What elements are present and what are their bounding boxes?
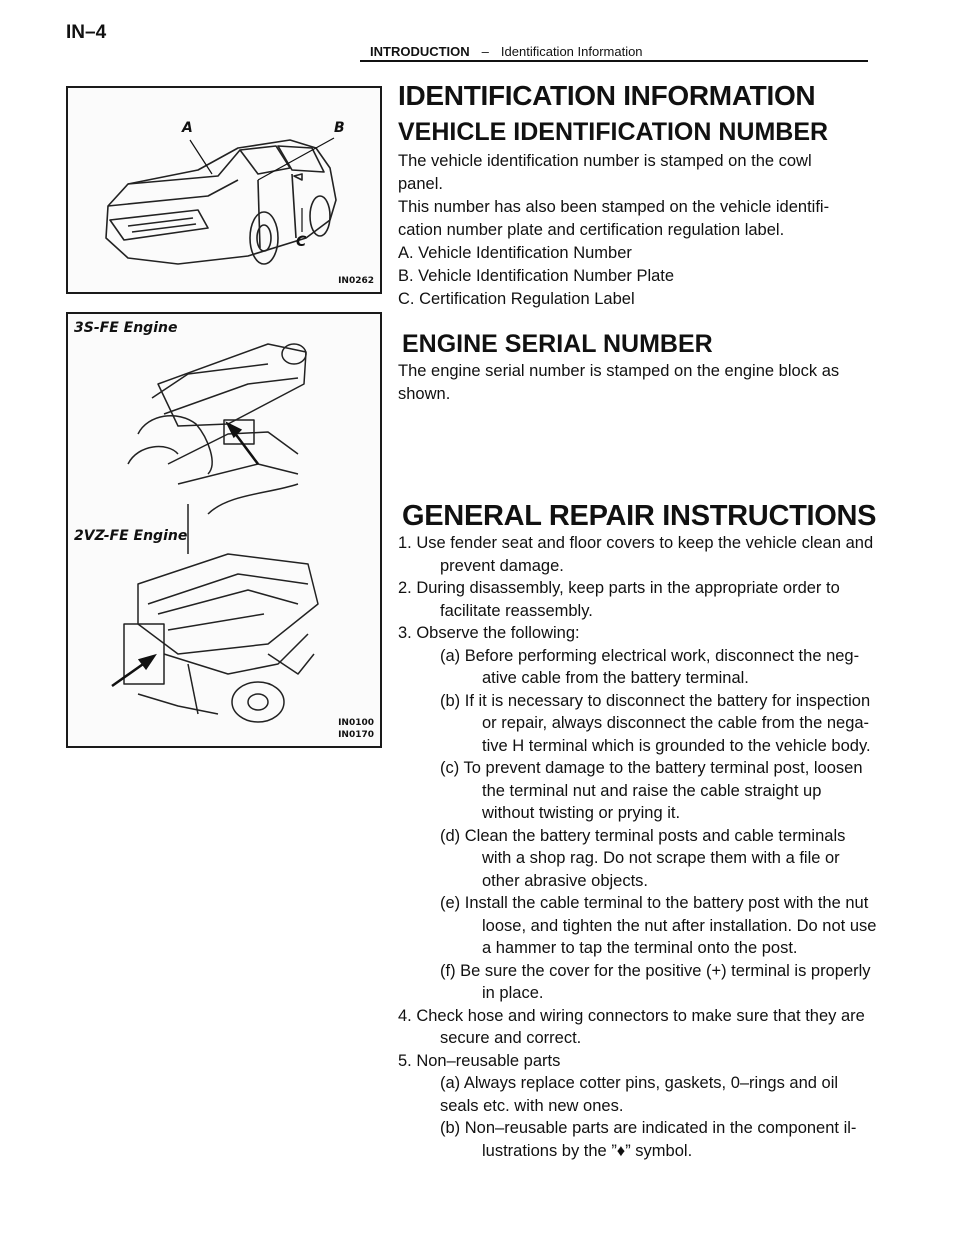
label-a: A (182, 120, 193, 136)
caption-3s-fe: 3S-FE Engine (74, 320, 178, 336)
paragraph-line: B. Vehicle Identification Number Plate (398, 267, 675, 285)
list-item: (d) Clean the battery terminal posts and cable terminals with a shop rag. Do not scrape them with a file or other abrasive objects. (440, 826, 846, 890)
subsection-title: Identification Information (500, 44, 643, 59)
paragraph-line: C. Certification Regulation Label (398, 290, 635, 308)
running-header (370, 44, 643, 59)
page-number: IN–4 (66, 22, 107, 43)
list-item: (e) Install the cable terminal to the battery post with the nut loose, and tighten the nut after installation. Do not use a hammer to tap the terminal onto the post. (440, 894, 877, 957)
page-title: IDENTIFICATION INFORMATION (398, 80, 816, 111)
paragraph-line: cation number plate and certification regulation label. (398, 221, 785, 239)
label-b: B (334, 120, 345, 136)
list-item: (f) Be sure the cover for the positive (+) terminal is properly in place. (440, 961, 871, 1002)
header-separator: – (481, 44, 489, 59)
paragraph-line: panel. (398, 175, 443, 193)
list-item: 4. Check hose and wiring connectors to make sure that they are secure and correct. (398, 1006, 865, 1047)
engine-figure (66, 312, 382, 748)
repair-instruction-list (398, 532, 878, 1162)
paragraph-line: The vehicle identification number is stamped on the cowl (398, 152, 812, 170)
car-illustration (68, 88, 380, 292)
list-item: (a) Always replace cotter pins, gaskets, 0–rings and oil (440, 1074, 839, 1092)
list-item: 1. Use fender seat and floor covers to keep the vehicle clean and prevent damage. (398, 534, 874, 575)
list-item: (c) To prevent damage to the battery terminal post, loosen the terminal nut and raise the cable straight up without twisting or prying it. (440, 759, 863, 822)
general-repair-heading: GENERAL REPAIR INSTRUCTIONS (402, 500, 877, 532)
paragraph-line: A. Vehicle Identification Number (398, 244, 632, 262)
list-item: 5. Non–reusable parts (398, 1051, 561, 1070)
figure-code-2: IN0170 (338, 730, 374, 740)
list-item: seals etc. with new ones. (440, 1096, 624, 1115)
engine-serial-heading: ENGINE SERIAL NUMBER (402, 330, 713, 358)
figure-code: IN0262 (338, 276, 374, 286)
list-item: (a) Before performing electrical work, disconnect the neg-ative cable from the battery terminal. (440, 646, 860, 687)
paragraph-line: shown. (398, 385, 451, 403)
list-item: 2. During disassembly, keep parts in the appropriate order to facilitate reassembly. (398, 579, 840, 620)
figure-code-1: IN0100 (338, 718, 374, 728)
list-item: 3. Observe the following: (398, 624, 580, 642)
vehicle-figure (66, 86, 382, 294)
vin-heading: VEHICLE IDENTIFICATION NUMBER (398, 118, 829, 146)
paragraph-line: The engine serial number is stamped on the engine block as (398, 362, 840, 380)
header-rule (360, 60, 868, 62)
label-c: C (296, 234, 307, 250)
vin-paragraph (398, 150, 829, 311)
section-title: INTRODUCTION (370, 44, 470, 59)
caption-2vz-fe: 2VZ-FE Engine (74, 528, 188, 544)
paragraph-line: This number has also been stamped on the vehicle identifi- (398, 198, 830, 216)
list-item: (b) If it is necessary to disconnect the battery for inspection or repair, always disconnect the cable from the nega-tive H terminal which is grounded to the vehicle body. (440, 691, 871, 755)
list-item: (b) Non–reusable parts are indicated in the component il-lustrations by the ”♦” symbol. (440, 1119, 857, 1160)
engine-serial-paragraph (398, 360, 839, 406)
